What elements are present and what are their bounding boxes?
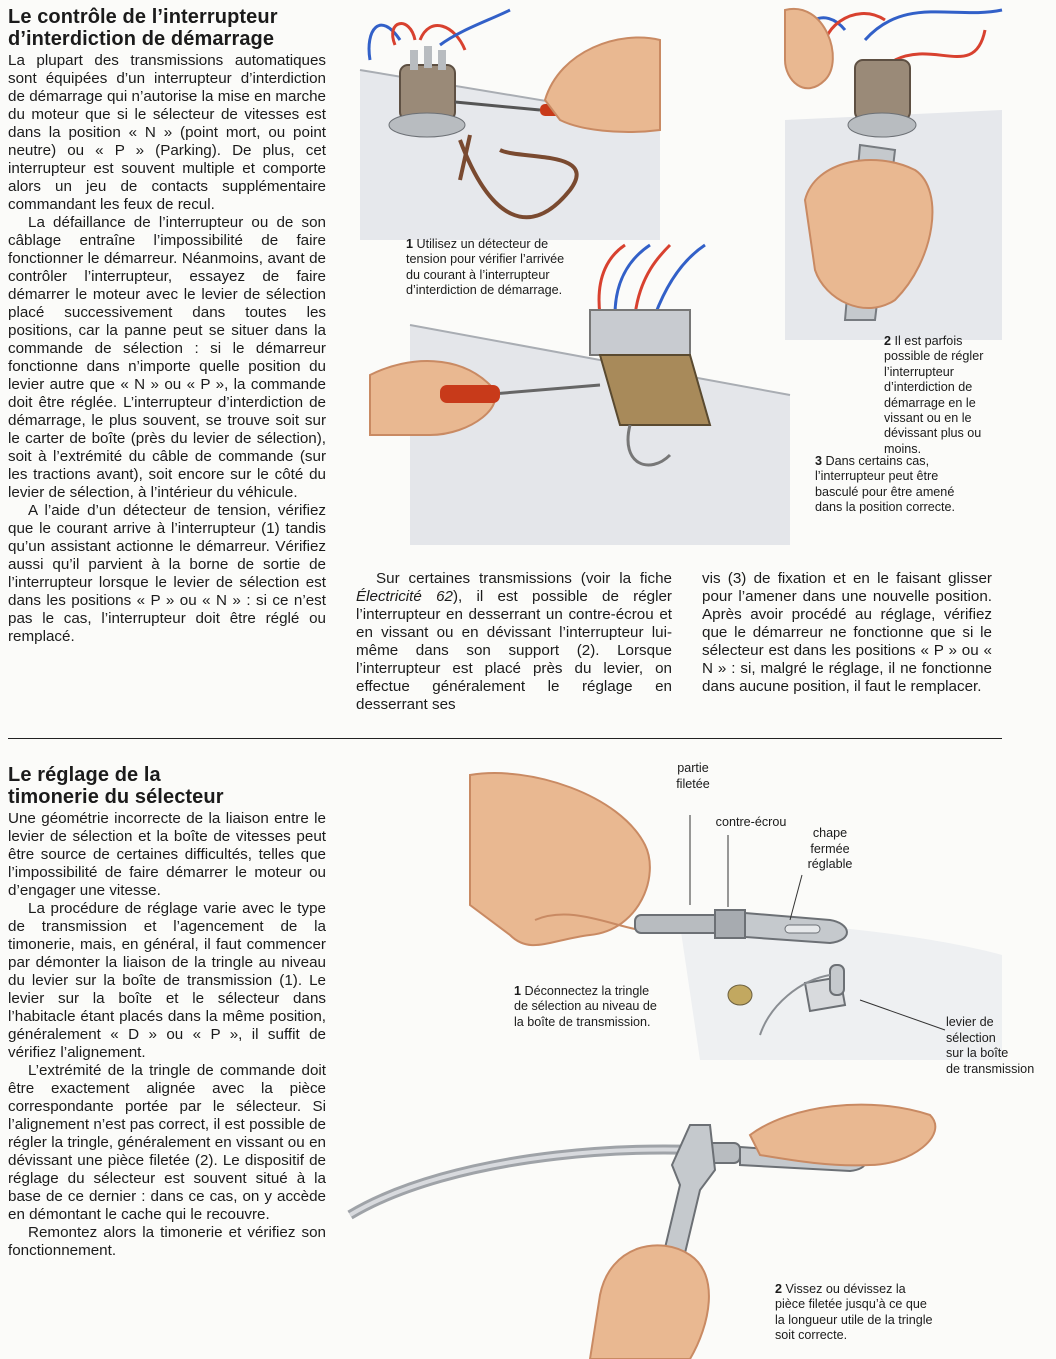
label-levier-selection: levier de sélection sur la boîte de transmission xyxy=(946,1015,1035,1076)
section2-caption-2 xyxy=(775,1282,935,1344)
illustration-voltage-tester xyxy=(360,10,660,240)
section1-caption-2-number: 2 xyxy=(884,334,892,348)
section2-title xyxy=(8,764,328,808)
section2-caption-1-text: Déconnectez la tringle de sélection au niveau de la boîte de transmission. xyxy=(514,984,657,1029)
illustration-wrench-switch xyxy=(785,0,1002,340)
label-partie-filetee: partie filetée xyxy=(676,761,710,791)
section1-p4-pre: Sur certaines transmissions (voir la fiche xyxy=(376,570,672,587)
section1-column-3 xyxy=(702,570,992,696)
section1-title-line1: Le contrôle de l’interrupteur xyxy=(8,6,278,28)
section1-column-2 xyxy=(356,570,672,714)
section1-caption-1 xyxy=(406,237,581,299)
section1-caption-1-number: 1 xyxy=(406,237,414,251)
section2-caption-1 xyxy=(514,984,664,1030)
section1-p4-post: ), il est possible de régler l’interrupteur en desserrant un contre-écrou et en vissant ou en dévissant l’interrupteur lui-même dans son support (2). Lorsque l’interrupteur est placé près du levier, on effectue généralement le réglage en desserrant ses xyxy=(356,588,672,713)
section2-caption-2-number: 2 xyxy=(775,1282,783,1296)
section2-paragraph-3: L’extrémité de la tringle de commande doit être exactement alignée avec la pièce correspondante portée par le sélecteur. Si l’alignement n’est pas correct, il est possible de régler la tringle, généralement en vissant ou en dévissant une pièce filetée (2). Le dispositif de réglage du sélecteur est souvent situé à la base de ce dernier : dans ce cas, on y accède en démontant le cache qui le recouvre. xyxy=(8,1062,326,1223)
section1-paragraph-4 xyxy=(356,570,672,714)
section1-caption-1-text: Utilisez un détecteur de tension pour vérifier l’arrivée du courant à l’interrupteur d’interdiction de démarrage. xyxy=(406,237,565,298)
section1-title xyxy=(8,6,348,50)
section2-caption-1-number: 1 xyxy=(514,984,522,998)
label-chape-fermee: chape fermée réglable xyxy=(807,826,853,871)
section2-caption-2-text: Vissez ou dévissez la pièce filetée jusqu’à ce que la longueur utile de la tringle soit correcte. xyxy=(775,1282,933,1343)
section2-column-1 xyxy=(8,810,326,1260)
section1-paragraph-5: vis (3) de fixation et en le faisant glisser pour l’amener dans une nouvelle position. Après avoir procédé au réglage, vérifiez que le démarreur ne fonctionne que si le sélecteur est dans les positions « P » ou « N » : si, malgré le réglage, il ne fonctionne dans aucune position, il faut le remplacer. xyxy=(702,570,992,695)
section1-caption-2 xyxy=(884,334,1002,457)
section1-paragraph-2: La défaillance de l’interrupteur ou de son câblage entraîne l’impossibilité de faire fonctionner le démarreur. Néanmoins, avant de contrôler l’interrupteur, essayez de faire démarrer le moteur avec le levier de sélection placé successivement dans toutes les positions, car la panne peut se situer dans la commande de sélection : si le démarreur fonctionne dans n’importe quelle position du levier autre que « N » ou « P », la commande doit être réglée. L’interrupteur d’interdiction de démarrage, le plus souvent, se trouve soit sur le carter de boîte (près du levier de sélection), soit à l’extrémité du câble de commande (sur les tractions avant), soit encore sur le côté du levier de sélection, à l’intérieur du véhicule. xyxy=(8,214,326,501)
section2-paragraph-1: Une géométrie incorrecte de la liaison entre le levier de sélection et la boîte de vitesses peut être source de certaines difficultés, telles que l’impossibilité de faire démarrer le moteur ou d’engager une vitesse. xyxy=(8,810,326,899)
section1-p4-ref: Électricité 62 xyxy=(356,588,453,605)
section2-paragraph-4: Remontez alors la timonerie et vérifiez son fonctionnement. xyxy=(8,1224,326,1259)
section1-paragraph-3: A l’aide d’un détecteur de tension, vérifiez que le courant arrive à l’interrupteur (1) tandis qu’un assistant actionne le démarreur. Vérifiez aussi qu’il parvient à la borne de sortie de l’interrupteur lorsque le levier de sélection est dans les positions « P » ou « N » : si ce n’est pas le cas, l’interrupteur doit être réglé ou remplacé. xyxy=(8,502,326,645)
section1-caption-3-text: Dans certains cas, l’interrupteur peut être basculé pour être amené dans la position correcte. xyxy=(815,454,956,515)
section-divider xyxy=(8,738,1002,739)
section1-title-line2: d’interdiction de démarrage xyxy=(8,28,275,50)
section1-caption-3-number: 3 xyxy=(815,454,823,468)
section2-title-line2: timonerie du sélecteur xyxy=(8,786,224,808)
section1-caption-2-text: Il est parfois possible de régler l’interrupteur d’interdiction de démarrage en le vissant ou en le dévissant plus ou moins. xyxy=(884,334,984,456)
section1-column-1 xyxy=(8,52,326,646)
section1-paragraph-1: La plupart des transmissions automatiques sont équipées d’un interrupteur d’interdiction de démarrage qui n’autorise la mise en marche du moteur que si le sélecteur de vitesses est dans la position « N » (point mort, ou point neutre) ou « P » (Parking). De plus, cet interrupteur est souvent multiple et comporte alors un jeu de contacts supplémentaire commandant les feux de recul. xyxy=(8,52,326,213)
label-contre-ecrou: contre-écrou xyxy=(715,815,787,829)
section2-title-line1: Le réglage de la xyxy=(8,764,161,786)
section2-paragraph-2: La procédure de réglage varie avec le type de transmission et l’agencement de la timonerie, mais, en général, il faut commencer par démonter la liaison de la tringle au niveau du levier sur la boîte de transmission (1). Le levier sur la boîte et le sélecteur dans l’habitacle étant placés dans la même position, généralement « D » ou « P », il suffit de vérifiez l’alignement. xyxy=(8,900,326,1061)
section1-caption-3 xyxy=(815,454,965,516)
